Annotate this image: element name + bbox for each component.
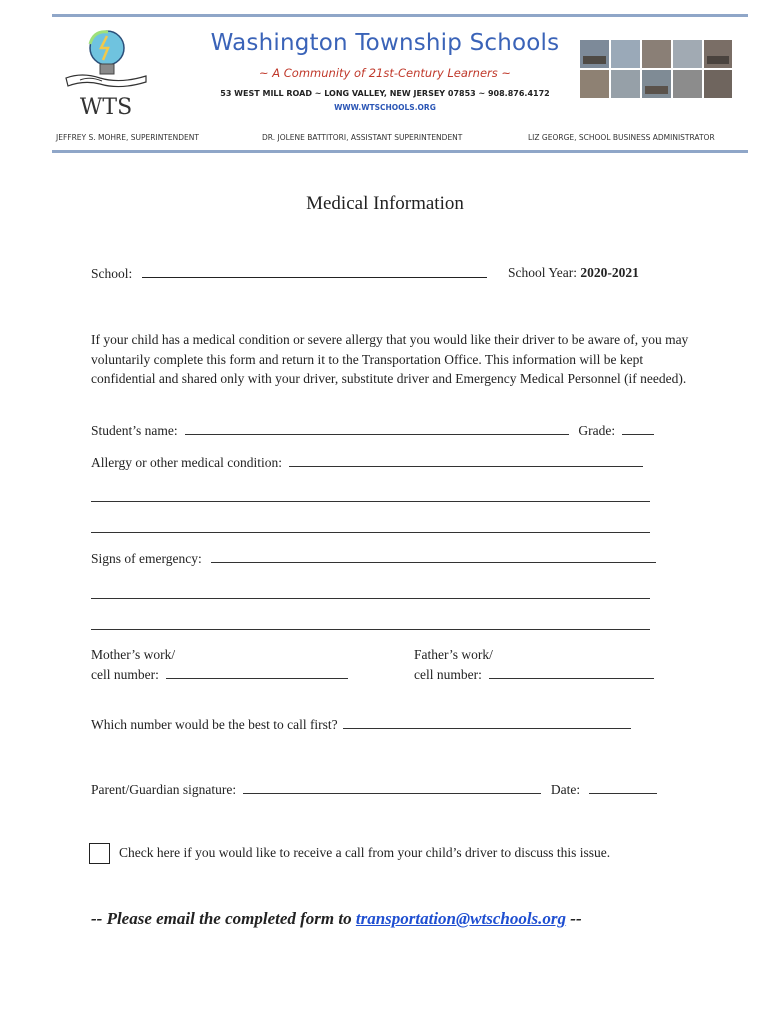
grade-field[interactable] [622,422,654,435]
call-request-checkbox[interactable] [89,843,110,864]
staff-assistant-superintendent: DR. JOLENE BATTITORI, ASSISTANT SUPERINTENDENT [262,133,463,142]
district-name: Washington Township Schools [210,30,560,56]
school-year-label: School Year: [508,265,578,280]
district-address: 53 WEST MILL ROAD ~ LONG VALLEY, NEW JERSEY 07853 ~ 908.876.4172 [220,89,550,98]
school-field[interactable] [142,265,487,278]
form-title: Medical Information [306,193,464,214]
date-label: Date: [550,782,581,797]
mother-row [91,666,348,683]
allergy-field[interactable] [289,454,643,467]
district-website-link[interactable]: WWW.WTSCHOOLS.ORG [334,103,436,112]
signs-label: Signs of emergency: [91,551,202,566]
grade-label: Grade: [578,423,616,438]
mother-label-line-1: Mother’s work/ [91,647,176,662]
allergy-label: Allergy or other medical condition: [91,455,282,470]
signature-row [91,781,657,798]
father-label-line-1: Father’s work/ [414,647,493,662]
father-row [414,666,654,683]
signs-field-line-2[interactable] [91,597,650,599]
staff-superintendent: JEFFREY S. MOHRE, SUPERINTENDENT [56,133,199,142]
signs-row [91,550,656,567]
school-year-value: 2020-2021 [580,265,639,280]
header-top-rule [52,14,748,17]
email-link[interactable]: transportation@wtschools.org [355,909,567,928]
student-name-row [91,422,654,439]
header-bottom-rule [52,150,748,153]
school-photos-strip [580,40,732,100]
father-phone-field[interactable] [489,666,654,679]
best-number-row [91,716,631,733]
email-suffix: -- [570,909,582,928]
father-label: cell number: [414,667,482,682]
best-number-label: Which number would be the best to call first? [91,717,338,732]
school-label: School: [91,266,133,281]
staff-business-administrator: LIZ GEORGE, SCHOOL BUSINESS ADMINISTRATOR [528,133,715,142]
signs-field-line-3[interactable] [91,628,650,630]
allergy-field-line-3[interactable] [91,531,650,533]
district-tagline: ~ A Community of 21st-Century Learners ~ [258,66,512,80]
allergy-row [91,454,643,471]
school-year-row [508,265,639,281]
mother-label: cell number: [91,667,159,682]
signature-field[interactable] [243,781,541,794]
best-number-field[interactable] [343,716,631,729]
school-row [91,265,487,282]
email-prefix: -- Please email the completed form to [91,909,352,928]
signs-field[interactable] [211,550,656,563]
allergy-field-line-2[interactable] [91,500,650,502]
logo-lettering: WTS [79,95,133,120]
date-field[interactable] [589,781,657,794]
call-request-label: Check here if you would like to receive a call from your child’s driver to discuss this issue. [119,845,611,860]
intro-paragraph: If your child has a medical condition or severe allergy that you would like their driver to be aware of, you may voluntarily complete this form and return it to the Transportation Office. This information will be kept confidential and shared only with your driver, substitute driver and Emergency Medical Personnel (if needed). [91,332,689,386]
email-instruction [91,909,582,929]
student-name-label: Student’s name: [91,423,178,438]
signature-label: Parent/Guardian signature: [91,782,237,797]
student-name-field[interactable] [185,422,569,435]
mother-phone-field[interactable] [166,666,348,679]
